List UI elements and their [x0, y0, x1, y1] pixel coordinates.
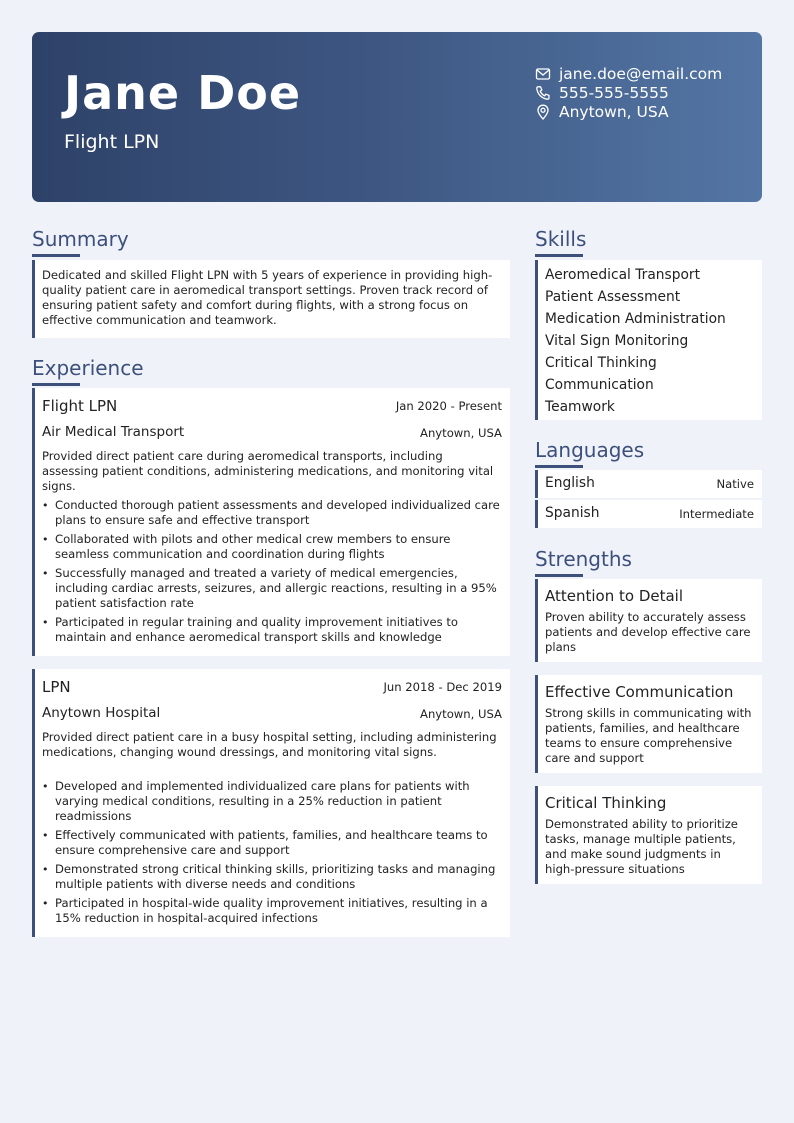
job-location: Anytown, USA — [420, 426, 502, 440]
strength-description: Demonstrated ability to prioritize tasks, manage multiple patients, and make sound judgments in high-pressure situations — [545, 817, 738, 876]
strength-card — [535, 786, 762, 884]
job-bullets — [42, 779, 502, 930]
job-bullet-text: Participated in hospital-wide quality improvement initiatives, resulting in a 15% reduction in hospital-acquired infections — [55, 896, 488, 925]
location-pin-icon — [535, 104, 551, 120]
bullet-dot: • — [42, 616, 49, 629]
phone-icon — [535, 85, 551, 101]
contact-location-row — [535, 102, 755, 121]
job-title: LPN — [42, 678, 71, 696]
language-level: Native — [716, 477, 754, 491]
job-bullet — [42, 566, 502, 611]
languages-heading — [535, 438, 644, 464]
heading-underline — [535, 254, 583, 257]
strengths-heading — [535, 547, 632, 573]
job-bullet — [42, 615, 502, 645]
bullet-dot: • — [42, 829, 49, 842]
contact-location: Anytown, USA — [559, 102, 669, 121]
experience-heading-label: Experience — [32, 356, 144, 380]
heading-underline — [535, 574, 583, 577]
job-bullet-text: Conducted thorough patient assessments and developed individualized care plans to ensure safe and effective transport — [55, 498, 500, 527]
job-location: Anytown, USA — [420, 707, 502, 721]
skill-item: Patient Assessment — [545, 289, 681, 305]
summary-card — [32, 260, 510, 338]
job-title: Flight LPN — [42, 397, 118, 415]
language-row — [535, 500, 762, 528]
heading-underline — [535, 465, 583, 468]
job-dates: Jan 2020 - Present — [395, 399, 502, 413]
bullet-dot: • — [42, 897, 49, 910]
candidate-title: Flight LPN — [64, 131, 160, 153]
skill-item: Communication — [545, 377, 654, 393]
job-bullet — [42, 896, 502, 926]
language-name: Spanish — [545, 505, 600, 521]
strength-title: Attention to Detail — [545, 587, 684, 605]
skill-item: Aeromedical Transport — [545, 267, 701, 283]
job-bullets — [42, 498, 502, 649]
job-bullet — [42, 828, 502, 858]
summary-text: Dedicated and skilled Flight LPN with 5 years of experience in providing high-quality patient care in aeromedical transport settings. Proven track record of ensuring patient safety and comfort during flights, with a strong focus on effective communication and teamwork. — [42, 268, 493, 327]
skills-heading-label: Skills — [535, 227, 587, 251]
bullet-dot: • — [42, 533, 49, 546]
job-bullet-text: Demonstrated strong critical thinking skills, prioritizing tasks and managing multiple patients with diverse needs and conditions — [55, 862, 496, 891]
bullet-dot: • — [42, 499, 49, 512]
job-company: Air Medical Transport — [42, 424, 185, 440]
languages-heading-label: Languages — [535, 438, 645, 462]
language-name: English — [545, 475, 595, 491]
job-bullet-text: Collaborated with pilots and other medical crew members to ensure seamless communication and coordination during flights — [55, 532, 451, 561]
candidate-name: Jane Doe — [64, 66, 302, 120]
language-level: Intermediate — [679, 507, 754, 521]
skills-card — [535, 260, 762, 420]
heading-underline — [32, 254, 80, 257]
job-dates: Jun 2018 - Dec 2019 — [383, 680, 502, 694]
skill-item: Medication Administration — [545, 311, 726, 327]
strength-card — [535, 579, 762, 662]
heading-underline — [32, 383, 80, 386]
job-bullet — [42, 779, 502, 824]
strength-description: Strong skills in communicating with patients, families, and healthcare teams to ensure comprehensive care and support — [545, 706, 752, 765]
strength-title: Effective Communication — [545, 683, 734, 701]
language-row — [535, 470, 762, 498]
contact-email-row[interactable] — [535, 64, 755, 83]
mail-icon — [535, 66, 551, 82]
strength-card — [535, 675, 762, 773]
job-description: Provided direct patient care during aeromedical transports, including assessing patient conditions, administering medications, and monitoring vital signs. — [42, 449, 494, 493]
skill-item: Vital Sign Monitoring — [545, 333, 689, 349]
job-description: Provided direct patient care in a busy hospital setting, including administering medications, changing wound dressings, and monitoring vital signs. — [42, 730, 497, 759]
skills-heading — [535, 227, 586, 253]
job-bullet — [42, 498, 502, 528]
job-bullet-text: Developed and implemented individualized care plans for patients with varying medical conditions, resulting in a 25% reduction in patient readmissions — [55, 779, 470, 823]
skill-item: Critical Thinking — [545, 355, 657, 371]
contact-info — [535, 64, 755, 121]
job-bullet-text: Successfully managed and treated a variety of medical emergencies, including cardiac arrests, seizures, and allergic reactions, resulting in a 95% patient satisfaction rate — [55, 566, 497, 610]
experience-entry — [32, 669, 510, 937]
bullet-dot: • — [42, 863, 49, 876]
summary-heading — [32, 227, 129, 253]
job-company: Anytown Hospital — [42, 705, 161, 721]
skills-list — [538, 260, 762, 418]
job-bullet-text: Participated in regular training and quality improvement initiatives to maintain and enhance aeromedical transport skills and knowledge — [55, 615, 458, 644]
strength-description: Proven ability to accurately assess patients and develop effective care plans — [545, 610, 751, 654]
job-bullet — [42, 862, 502, 892]
skill-item: Teamwork — [545, 399, 615, 415]
job-bullet — [42, 532, 502, 562]
resume-header — [32, 32, 762, 202]
contact-email[interactable]: jane.doe@email.com — [559, 64, 723, 83]
experience-heading — [32, 356, 144, 382]
bullet-dot: • — [42, 780, 49, 793]
summary-heading-label: Summary — [32, 227, 129, 251]
contact-phone[interactable]: 555-555-5555 — [559, 83, 669, 102]
experience-entry — [32, 388, 510, 656]
contact-phone-row[interactable] — [535, 83, 755, 102]
strengths-heading-label: Strengths — [535, 547, 632, 571]
strength-title: Critical Thinking — [545, 794, 667, 812]
job-bullet-text: Effectively communicated with patients, families, and healthcare teams to ensure comprehensive care and support — [55, 828, 488, 857]
bullet-dot: • — [42, 567, 49, 580]
